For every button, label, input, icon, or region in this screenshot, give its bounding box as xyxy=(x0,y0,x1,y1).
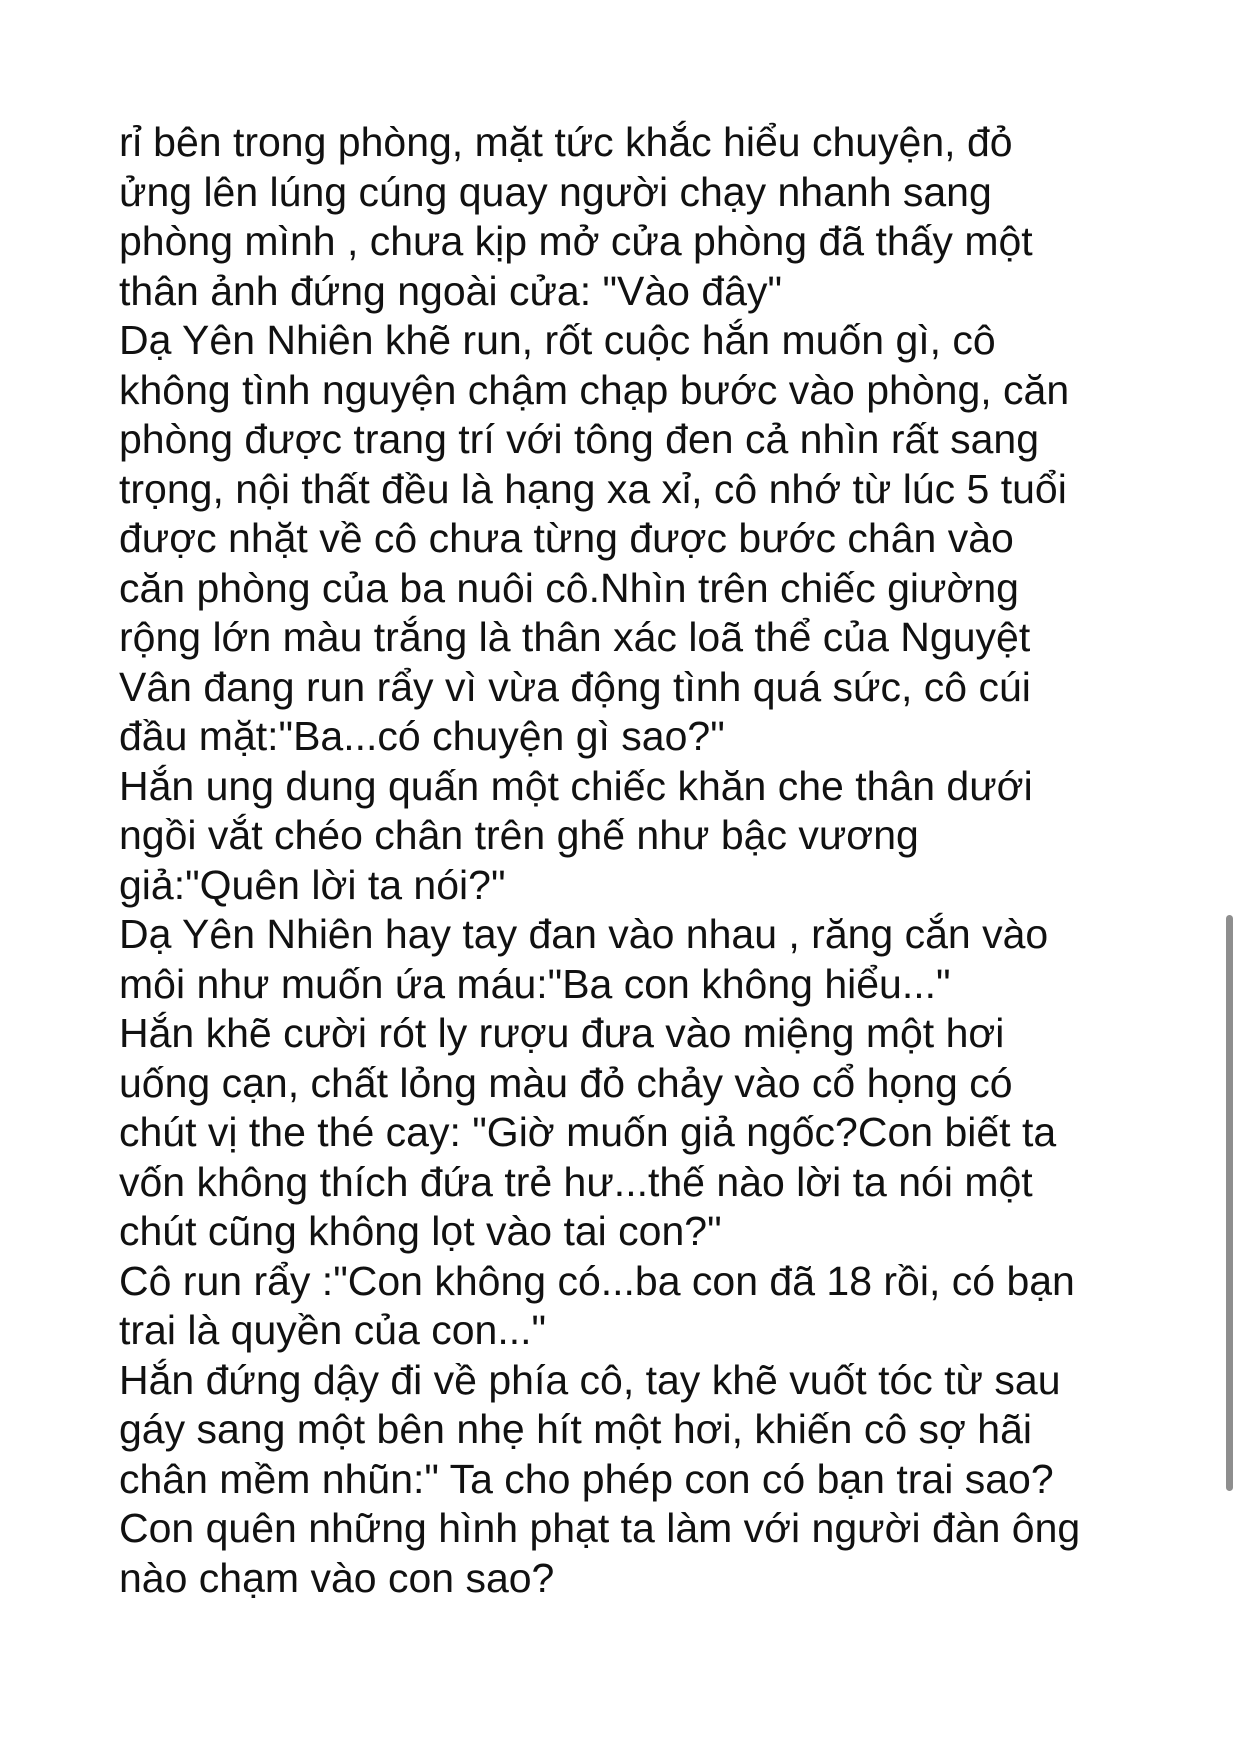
text-line: Hắn khẽ cười rót ly rượu đưa vào miệng một hơi xyxy=(119,1010,1005,1056)
text-line: chút cũng không lọt vào tai con?" xyxy=(119,1208,722,1254)
text-line: môi như muốn ứa máu:"Ba con không hiểu..." xyxy=(119,960,951,1007)
text-line: ửng lên lúng cúng quay người chạy nhanh sang xyxy=(119,168,992,215)
text-line: căn phòng của ba nuôi cô.Nhìn trên chiếc giường xyxy=(119,564,1019,611)
text-line: vốn không thích đứa trẻ hư...thế nào lời ta nói một xyxy=(119,1158,1033,1205)
text-line: Hắn đứng dậy đi về phía cô, tay khẽ vuốt tóc từ sau xyxy=(119,1356,1061,1403)
text-line: Dạ Yên Nhiên khẽ run, rốt cuộc hắn muốn gì, cô xyxy=(119,317,996,363)
text-line: uống cạn, chất lỏng màu đỏ chảy vào cổ họng có xyxy=(119,1059,1013,1106)
text-line: rộng lớn màu trắng là thân xác loã thể của Nguyệt xyxy=(119,614,1031,660)
text-line: Cô run rẩy :"Con không có...ba con đã 18 rồi, có bạn xyxy=(119,1257,1075,1304)
text-line: được nhặt về cô chưa từng được bước chân vào xyxy=(119,515,1014,561)
text-line: Vân đang run rẩy vì vừa động tình quá sức, cô cúi xyxy=(119,663,1031,710)
text-line: giả:"Quên lời ta nói?" xyxy=(119,861,506,908)
text-line: gáy sang một bên nhẹ hít một hơi, khiến cô sợ hãi xyxy=(119,1406,1033,1452)
text-line: trai là quyền của con..." xyxy=(119,1307,547,1353)
text-line: chân mềm nhũn:" Ta cho phép con có bạn trai sao? xyxy=(119,1455,1054,1502)
text-line: đầu mặt:"Ba...có chuyện gì sao?" xyxy=(119,713,725,759)
text-line: Hắn ung dung quấn một chiếc khăn che thân dưới xyxy=(119,762,1033,809)
text-line: Dạ Yên Nhiên hay tay đan vào nhau , răng cắn vào xyxy=(119,911,1049,957)
text-line: nào chạm vào con sao? xyxy=(119,1554,555,1601)
text-line: chút vị the thé cay: "Giờ muốn giả ngốc?Con biết ta xyxy=(119,1109,1057,1155)
text-line: Con quên những hình phạt ta làm với người đàn ông xyxy=(119,1505,1081,1551)
text-line: phòng mình , chưa kịp mở cửa phòng đã thấy một xyxy=(119,218,1033,264)
text-line: thân ảnh đứng ngoài cửa: "Vào đây" xyxy=(119,267,783,314)
text-line: không tình nguyện chậm chạp bước vào phòng, căn xyxy=(119,366,1070,413)
text-line: trọng, nội thất đều là hạng xa xỉ, cô nhớ từ lúc 5 tuổi xyxy=(119,465,1067,512)
vertical-scrollbar[interactable] xyxy=(1226,915,1233,1491)
story-text xyxy=(119,118,1129,1603)
text-line: ngồi vắt chéo chân trên ghế như bậc vương xyxy=(119,812,919,858)
text-line: rỉ bên trong phòng, mặt tức khắc hiểu chuyện, đỏ xyxy=(119,119,1013,165)
text-line: phòng được trang trí với tông đen cả nhìn rất sang xyxy=(119,416,1039,462)
